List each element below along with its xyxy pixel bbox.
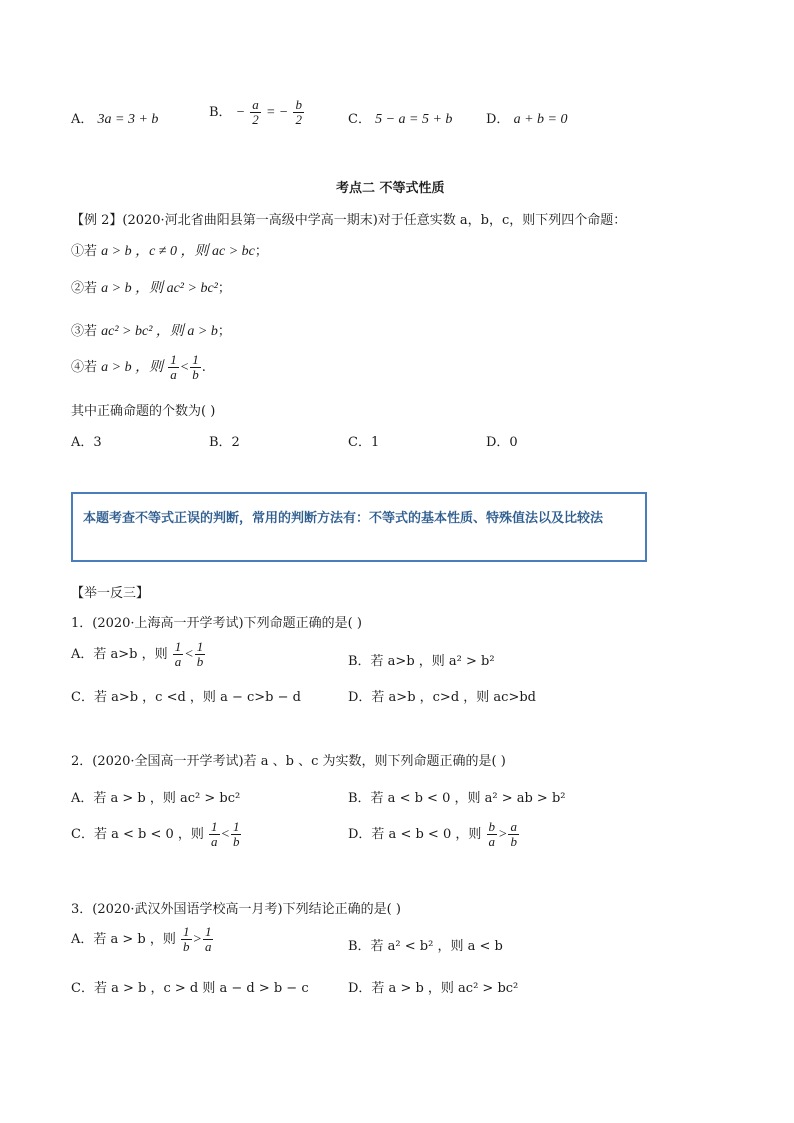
proposition-3	[71, 320, 231, 340]
prop-math: a > b ，则	[101, 360, 164, 375]
prop-prefix: ①若	[71, 244, 102, 259]
denominator: b	[183, 939, 190, 954]
prop-math: ac² > bc² ，则 a > b	[101, 324, 218, 339]
note-box	[71, 492, 647, 562]
equals-sign: = −	[265, 105, 289, 120]
q1-option-a	[71, 640, 206, 669]
fraction	[203, 925, 214, 954]
option-prefix: A．若 a>b ，则	[71, 647, 168, 662]
numerator: 1	[232, 819, 240, 834]
denominator: 2	[295, 112, 302, 127]
example-intro: 【例 2】(2020·河北省曲阳县第一高级中学高一期末)对于任意实数 a，b，c，则下列四个命题：	[71, 213, 627, 228]
denominator: b	[232, 834, 240, 849]
option-expr: a + b = 0	[513, 112, 568, 127]
q3-option-c: C．若 a > b ，c > d 则 a − d > b − c	[71, 981, 309, 996]
fraction	[231, 820, 242, 849]
greater-than: >	[498, 827, 508, 842]
option-d-top	[486, 108, 567, 128]
q1-option-b: B．若 a>b ，则 a² > b²	[348, 654, 495, 669]
denominator: b	[192, 367, 199, 382]
minus-sign: −	[235, 105, 246, 120]
prop-suffix: .	[201, 360, 206, 375]
fraction	[293, 98, 304, 127]
prop-math: a > b ，则 ac² > bc²	[101, 281, 218, 296]
proposition-4	[71, 353, 206, 382]
numerator: 1	[196, 639, 204, 654]
note-text: 本题考查不等式正误的判断，常用的判断方法有：不等式的基本性质、特殊值法以及比较法	[83, 511, 604, 526]
q3-option-a	[71, 925, 214, 954]
numerator: 1	[192, 352, 199, 367]
option-prefix: A．若 a > b ，则	[71, 932, 176, 947]
prop-suffix: ；	[217, 281, 231, 296]
fraction	[190, 353, 201, 382]
numerator: 1	[183, 924, 190, 939]
option-prefix: C．若 a < b < 0 ，则	[71, 827, 204, 842]
less-than: <	[184, 647, 194, 662]
numerator: b	[488, 819, 495, 834]
proposition-2	[71, 277, 231, 297]
q2-option-b: B．若 a < b < 0 ，则 a² > ab > b²	[348, 791, 566, 806]
option-prefix: D．若 a < b < 0 ，则	[348, 827, 482, 842]
q3-option-d: D．若 a > b ，则 ac² > bc²	[348, 981, 519, 996]
prop-prefix: ②若	[71, 281, 102, 296]
denominator: a	[174, 654, 182, 669]
fraction	[209, 820, 220, 849]
numerator: a	[510, 819, 517, 834]
q2-stem: 2．(2020·全国高一开学考试)若 a 、b 、c 为实数，则下列命题正确的是( )	[71, 754, 506, 769]
q3-stem: 3．(2020·武汉外国语学校高一月考)下列结论正确的是( )	[71, 902, 401, 917]
option-a-top	[71, 108, 158, 128]
section-title: 考点二 不等式性质	[336, 181, 445, 196]
denominator: 2	[252, 112, 259, 127]
prop-math: a > b ，c ≠ 0 ，则 ac > bc	[101, 244, 255, 259]
example-option-c: C．1	[348, 435, 380, 450]
denominator: a	[170, 367, 177, 382]
denominator: b	[196, 654, 204, 669]
numerator: 1	[174, 639, 182, 654]
fraction	[195, 640, 206, 669]
numerator: 1	[170, 352, 177, 367]
option-letter: C．	[348, 112, 371, 127]
example-option-d: D．0	[486, 435, 518, 450]
option-b-top	[209, 98, 305, 127]
option-expr: 3a = 3 + b	[97, 112, 159, 127]
fraction	[173, 640, 184, 669]
example-option-b: B．2	[209, 435, 240, 450]
fraction	[250, 98, 261, 127]
prop-prefix: ③若	[71, 324, 102, 339]
prop-suffix: ；	[217, 324, 231, 339]
denominator: b	[510, 834, 517, 849]
denominator: a	[204, 939, 212, 954]
option-letter: B．	[209, 105, 232, 120]
prop-suffix: ；	[254, 244, 268, 259]
option-expr: 5 − a = 5 + b	[375, 112, 453, 127]
denominator: a	[488, 834, 495, 849]
numerator: a	[252, 97, 259, 112]
fraction	[487, 820, 498, 849]
q1-stem: 1．(2020·上海高一开学考试)下列命题正确的是( )	[71, 616, 362, 631]
q1-option-c: C．若 a>b ，c <d ，则 a − c>b − d	[71, 690, 301, 705]
q3-option-b: B．若 a² < b² ，则 a < b	[348, 939, 503, 954]
denominator: a	[211, 834, 218, 849]
proposition-1	[71, 240, 268, 260]
option-letter: D．	[486, 112, 510, 127]
fraction	[508, 820, 519, 849]
option-letter: A．	[71, 112, 94, 127]
less-than: <	[220, 827, 230, 842]
practice-header: 【举一反三】	[71, 586, 150, 601]
less-than: <	[179, 360, 190, 375]
q2-option-a: A．若 a > b ，则 ac² > bc²	[71, 791, 241, 806]
numerator: b	[295, 97, 302, 112]
numerator: 1	[204, 924, 212, 939]
option-c-top	[348, 108, 452, 128]
fraction	[168, 353, 179, 382]
fraction	[181, 925, 192, 954]
q2-option-c	[71, 820, 242, 849]
example-question: 其中正确命题的个数为( )	[71, 404, 216, 419]
example-option-a: A．3	[71, 435, 102, 450]
greater-than: >	[192, 932, 202, 947]
q1-option-d: D．若 a>b ，c>d ，则 ac>bd	[348, 690, 536, 705]
prop-prefix: ④若	[71, 360, 102, 375]
q2-option-d	[348, 820, 520, 849]
numerator: 1	[211, 819, 218, 834]
